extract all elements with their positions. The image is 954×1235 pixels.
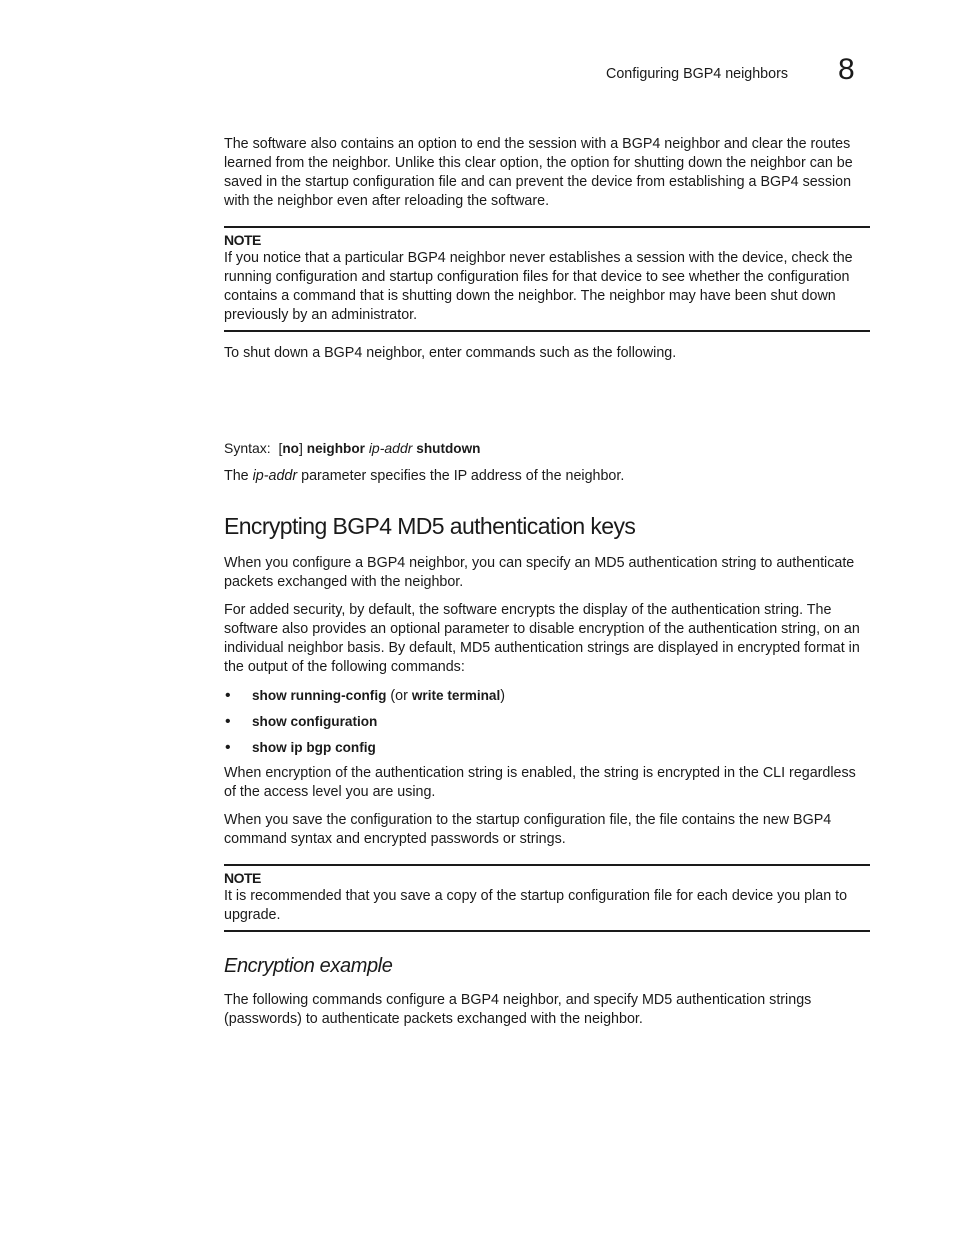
running-header-title: Configuring BGP4 neighbors [606,66,788,82]
section-paragraph-3: When encryption of the authentication string is enabled, the string is encrypted in the CLI regardless of the access level you are using. [224,765,856,800]
section-paragraph-2: For added security, by default, the software encrypts the display of the authentication string. The software also provides an optional parameter to disable encryption of the authentication string, on an individual neighbor basis. By default, MD5 authentication strings are displayed in encrypted format in the output of the following commands: [224,602,860,675]
syntax-close-bracket: ] [298,440,303,456]
note-text: It is recommended that you save a copy of the startup configuration file for each device you plan to upgrade. [224,888,848,923]
list-item [224,738,870,758]
list-item [224,686,870,706]
syntax-neighbor-keyword: neighbor [306,441,365,456]
list-item [224,712,870,732]
note-text: If you notice that a particular BGP4 neighbor never establishes a session with the device, check the running configuration and startup configuration files for that device to see whether the configuration contains a command that is shutting down the neighbor. The neighbor may have been shut down previously by an administrator. [224,250,853,323]
note-box [224,226,870,332]
command-write-terminal: write terminal [411,688,501,703]
note-label: NOTE [224,870,261,886]
syntax-label: Syntax: [224,440,271,456]
subsection-heading: Encryption example [224,955,393,977]
bullet-icon: • [225,739,231,756]
command-list [224,686,870,758]
command-show-ip-bgp-config: show ip bgp config [252,740,376,755]
note-box-2 [224,864,870,932]
param-desc-prefix: The [224,468,249,484]
syntax-no-keyword: no [282,441,299,456]
note-label: NOTE [224,232,261,248]
bullet-icon: • [225,713,231,730]
chapter-number: 8 [838,53,855,86]
command-show-configuration: show configuration [252,714,378,729]
bullet-or-text: (or [390,688,408,704]
command-show-running-config: show running-config [252,688,387,703]
syntax-param: ip-addr [368,440,413,456]
page-content [224,135,870,1029]
subsection-paragraph: The following commands configure a BGP4 neighbor, and specify MD5 authentication strings (passwords) to authenticate packets exchanged with the neighbor. [224,992,812,1027]
syntax-open-bracket: [ [278,440,283,456]
param-desc-suffix: parameter specifies the IP address of the neighbor. [301,468,625,484]
param-description [224,467,870,486]
syntax-shutdown-keyword: shutdown [416,441,481,456]
section-heading: Encrypting BGP4 MD5 authentication keys [224,513,636,539]
section-paragraph-4: When you save the configuration to the startup configuration file, the file contains the new BGP4 command syntax and encrypted passwords or strings. [224,812,832,847]
bullet-icon: • [225,687,231,704]
shutdown-intro-paragraph: To shut down a BGP4 neighbor, enter commands such as the following. [224,345,677,361]
intro-paragraph: The software also contains an option to end the session with a BGP4 neighbor and clear the routes learned from the neighbor. Unlike this clear option, the option for shutting down the neighbor can be saved in the startup configuration file and can prevent the device from establishing a BGP4 session with the neighbor even after reloading the software. [224,136,853,209]
param-desc-param: ip-addr [252,468,298,484]
section-paragraph-1: When you configure a BGP4 neighbor, you can specify an MD5 authentication string to authenticate packets exchanged with the neighbor. [224,555,855,590]
bullet-close-paren: ) [500,688,506,704]
syntax-line [224,439,870,458]
